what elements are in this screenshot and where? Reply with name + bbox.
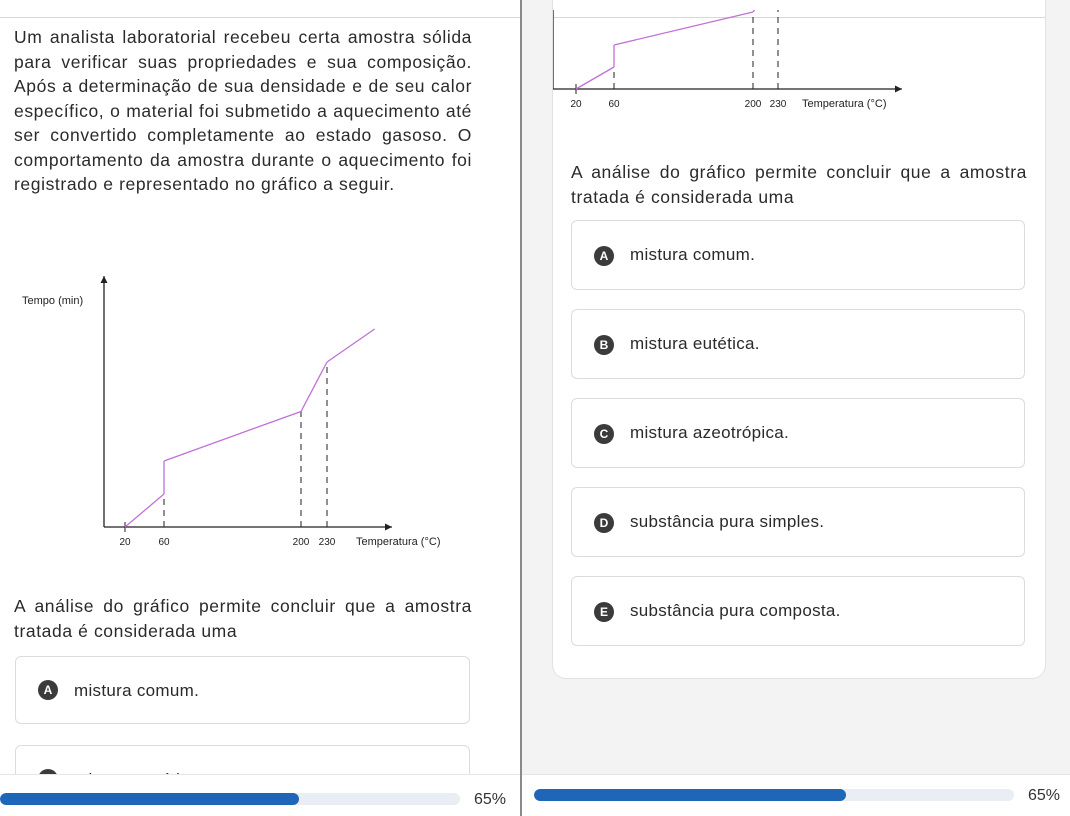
progress-fill: [0, 793, 299, 805]
x-tick-label-60: 60: [158, 537, 170, 548]
progress-percent: 65%: [474, 791, 507, 808]
progress-track: [534, 789, 1014, 801]
phase-change-chart: [0, 268, 470, 558]
x-tick-label-200: 200: [744, 99, 762, 110]
option-letter-badge: B: [594, 335, 614, 355]
y-axis-label: Tempo (min): [22, 295, 84, 307]
option-label: substância pura simples.: [630, 512, 825, 531]
progress-percent: 65%: [1028, 787, 1061, 804]
curve-segment-1: [576, 67, 614, 89]
progress-track: [0, 793, 460, 805]
curve-segment-1: [125, 494, 164, 527]
option-letter-badge: E: [594, 602, 614, 622]
curve-segment-4: [753, 10, 778, 12]
x-tick-label-230: 230: [318, 537, 336, 548]
option-d[interactable]: [571, 487, 1025, 557]
curve-segment-3: [164, 412, 301, 462]
progress-footer: [0, 774, 520, 816]
right-pane[interactable]: [522, 0, 1070, 816]
left-pane[interactable]: [0, 0, 520, 816]
top-divider: [0, 17, 520, 18]
option-label: mistura eutética.: [630, 334, 760, 353]
phase-change-chart-cropped: [553, 10, 953, 120]
option-a-left[interactable]: [15, 656, 470, 724]
option-e[interactable]: [571, 576, 1025, 646]
curve-segment-4: [301, 362, 327, 412]
option-letter-badge: A: [594, 246, 614, 266]
x-axis-arrow: [895, 86, 902, 93]
x-tick-label-200: 200: [292, 537, 310, 548]
option-letter-badge: C: [594, 424, 614, 444]
question-stem: Um analista laboratorial recebeu certa amostra sólida para verificar suas propriedades e sua composição. Após a determinação de sua densidade e de seu calor específico, o material foi submetido a aquecimento até ser convertido completamente ao estado gasoso. O comportamento da amostra durante o aquecimento foi registrado e representado no gráfico a seguir.: [14, 27, 472, 194]
x-tick-label-230: 230: [769, 99, 787, 110]
progress-footer: [522, 774, 1070, 816]
x-tick-label-60: 60: [608, 99, 620, 110]
question-card: [552, 0, 1046, 679]
option-label: mistura azeotrópica.: [630, 423, 790, 442]
curve-segment-5: [327, 329, 375, 362]
x-tick-label-20: 20: [570, 99, 582, 110]
option-label: mistura comum.: [630, 245, 756, 264]
progress-fill: [534, 789, 846, 801]
option-b[interactable]: [571, 309, 1025, 379]
x-tick-label-20: 20: [119, 537, 131, 548]
x-axis-label: Temperatura (°C): [802, 98, 887, 110]
option-a[interactable]: [571, 220, 1025, 290]
option-label: mistura comum.: [74, 681, 200, 700]
option-c[interactable]: [571, 398, 1025, 468]
option-letter-badge: A: [38, 680, 58, 700]
x-axis-label: Temperatura (°C): [356, 536, 441, 548]
question-prompt: A análise do gráfico permite concluir que a amostra tratada é considerada uma: [571, 162, 1027, 207]
option-letter-badge: D: [594, 513, 614, 533]
option-label: substância pura composta.: [630, 601, 841, 620]
x-axis-arrow: [385, 524, 392, 531]
question-prompt: A análise do gráfico permite concluir que a amostra tratada é considerada uma: [14, 596, 472, 641]
y-axis-arrow: [101, 276, 108, 283]
curve-segment-3: [614, 12, 753, 45]
